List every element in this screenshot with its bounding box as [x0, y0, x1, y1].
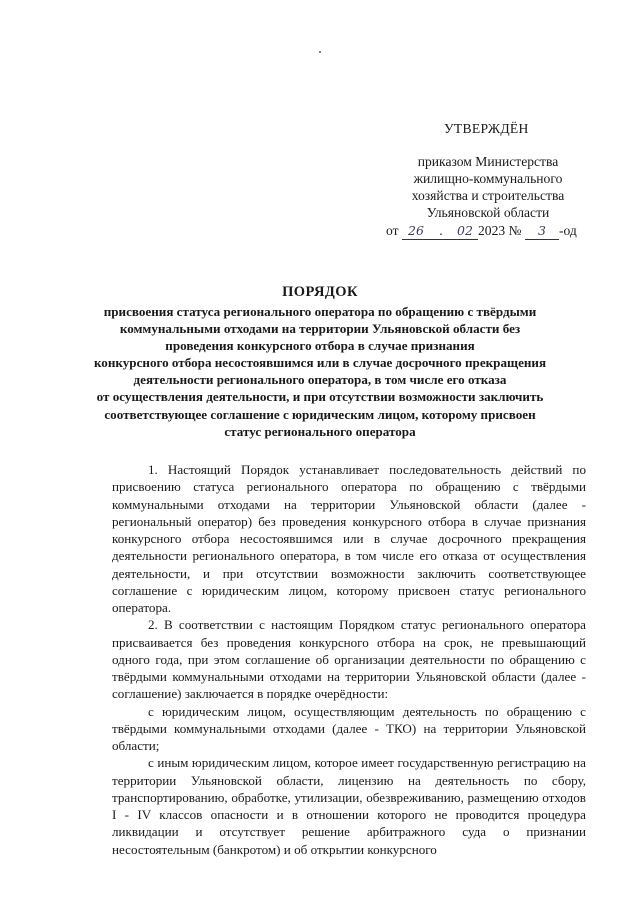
approval-date-line	[386, 222, 588, 240]
paragraph-2-item-1: с юридическим лицом, осуществляющим деятельность по обращению с твёрдыми коммунальными отходами (далее - ТКО) на территории Ульяновской области;	[112, 703, 586, 753]
date-day-field	[402, 222, 430, 240]
approval-line: жилищно-коммунального	[413, 171, 563, 186]
subtitle-line: статус регионального оператора	[224, 423, 416, 439]
paragraph-1: 1. Настоящий Порядок устанавливает последовательность действий по присвоению статуса регионального оператора по обращению с твёрдыми коммунальными отходами на территории Ульяновской области (далее - региональный оператор) без проведения конкурсного отбора в случае признания конкурсного отбора несостоявшимся или в случае досрочного прекращения деятельности регионального оператора, в том числе его отказа от осуществления деятельности, и при отсутствии возможности заключить соответствующее соглашение с юридическим лицом, которому присвоен статус регионального оператора.	[112, 462, 586, 615]
approval-line: приказом Министерства	[417, 154, 559, 169]
document-title: ПОРЯДОК	[282, 284, 358, 300]
paragraph-2: 2. В соответствии с настоящим Порядком статус регионального оператора присваивается без проведения конкурсного отбора на срок, не превышающий одного года, при этом соглашение об организации деятельности по обращению с твёрдыми коммунальными отходами на территории Ульяновской области (далее - соглашение) заключается в порядке очерёдности:	[112, 617, 586, 702]
subtitle-line: коммунальными отходами на территории Ульяновской области без	[119, 321, 521, 337]
date-day: 26	[408, 223, 424, 238]
subtitle-line: деятельности регионального оператора, в том числе его отказа	[133, 372, 507, 388]
order-number: 3	[537, 223, 546, 238]
subtitle-line: соответствующее соглашение с юридическим лицом, которому присвоен	[104, 406, 536, 422]
subtitle-line: конкурсного отбора несостоявшимся или в случае досрочного прекращения	[93, 355, 547, 371]
subtitle-line: проведения конкурсного отбора в случае признания	[165, 338, 475, 354]
date-month-field	[452, 222, 478, 240]
date-month: 02	[457, 223, 473, 238]
scan-speck	[319, 51, 321, 53]
approval-line: хозяйства и строительства	[411, 188, 565, 203]
order-suffix: -од	[558, 223, 577, 238]
document-subtitle	[92, 303, 548, 440]
order-number-field	[525, 222, 559, 240]
approval-block	[388, 120, 588, 240]
date-prefix: от	[386, 223, 399, 238]
document-body	[112, 461, 586, 858]
subtitle-line: присвоения статуса регионального оператора по обращению с твёрдыми	[103, 304, 537, 319]
approval-heading: УТВЕРЖДЁН	[444, 121, 529, 136]
approval-line: Ульяновской области	[426, 205, 550, 220]
subtitle-line: от осуществления деятельности, и при отсутствии возможности заключить	[96, 389, 544, 405]
date-year: 2023 №	[477, 223, 522, 238]
paragraph-2-item-2: с иным юридическим лицом, которое имеет государственную регистрацию на территории Ульяновской области, лицензию на деятельность по сбору, транспортированию, обработке, утилизации, обезвреживанию, размещению отходов I - IV классов опасности и в отношении которого не проводится процедура ликвидации и отсутствует решение арбитражного суда о признании несостоятельным (банкротом) и об открытии конкурсного	[112, 755, 586, 857]
date-separator: .	[430, 222, 452, 240]
